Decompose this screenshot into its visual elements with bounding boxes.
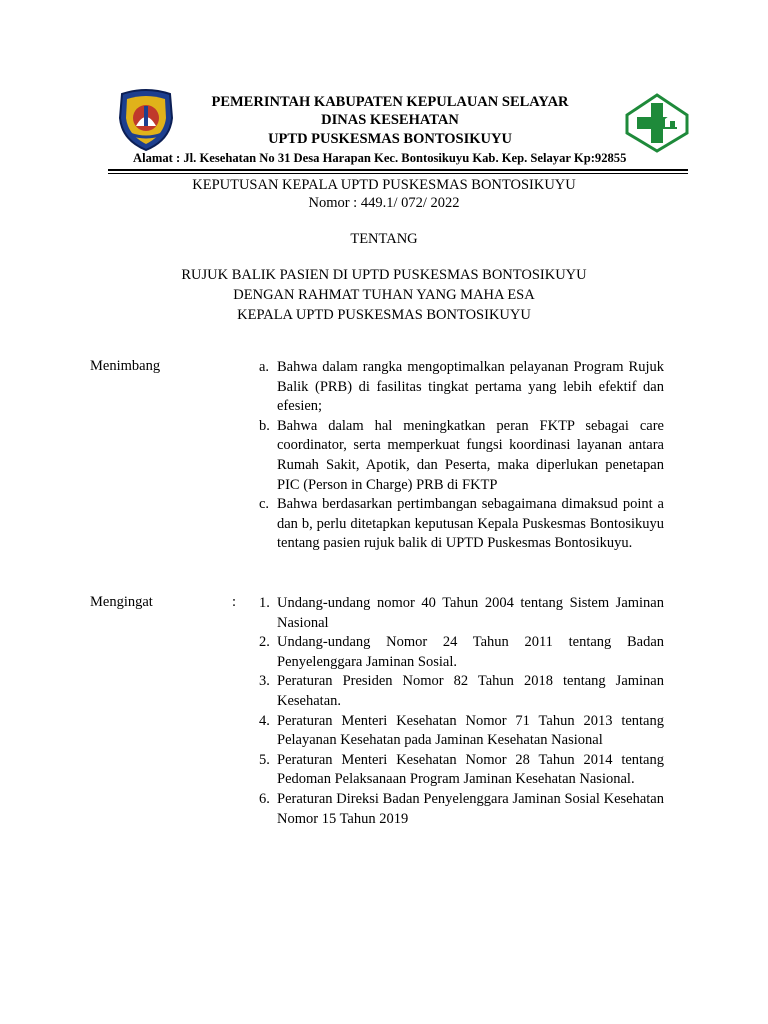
list-item bbox=[250, 417, 664, 495]
list-item bbox=[250, 790, 664, 829]
header-address: Alamat : Jl. Kesehatan No 31 Desa Harapan Kec. Bontosikuyu Kab. Kep. Selayar Kp:92855 bbox=[133, 151, 627, 165]
list-item-mark: 5. bbox=[259, 751, 270, 768]
list-item-mark: 4. bbox=[259, 712, 270, 729]
list-item-mark: 6. bbox=[259, 790, 270, 807]
list-item bbox=[250, 751, 664, 790]
decree-subject-line-3: KEPALA UPTD PUSKESMAS BONTOSIKUYU bbox=[237, 307, 531, 323]
list-item bbox=[250, 672, 664, 711]
list-item-text: Bahwa dalam hal meningkatkan peran FKTP sebagai care coordinator, serta memperkuat fungsi koordinasi layanan antara Rumah Sakit, Apotik, dan Peserta, maka diperlukan penetapan PIC (Person in Charge) PRB di FKTP bbox=[277, 417, 664, 493]
list-item-mark: a. bbox=[259, 359, 270, 375]
list-item-mark: 2. bbox=[259, 634, 270, 651]
list-item-text: Peraturan Direksi Badan Penyelenggara Jaminan Sosial Kesehatan Nomor 15 Tahun 2019 bbox=[277, 790, 664, 827]
decree-subject-line-1: RUJUK BALIK PASIEN DI UPTD PUSKESMAS BONTOSIKUYU bbox=[181, 267, 587, 283]
list-item-text: Bahwa berdasarkan pertimbangan sebagaimana dimaksud point a dan b, perlu ditetapkan keputusan Kepala Puskesmas Bontosikuyu tentang pasien rujuk balik di UPTD Puskesmas Bontosikuyu. bbox=[277, 496, 664, 552]
header-institution-name: UPTD PUSKESMAS BONTOSIKUYU bbox=[268, 131, 512, 147]
header-government-name: PEMERINTAH KABUPATEN KEPULAUAN SELAYAR bbox=[211, 94, 569, 110]
header-department-name: DINAS KESEHATAN bbox=[321, 112, 459, 128]
list-item-text: Peraturan Presiden Nomor 82 Tahun 2018 tentang Jaminan Kesehatan. bbox=[277, 673, 664, 709]
decree-about: TENTANG bbox=[350, 231, 418, 247]
decree-title: KEPUTUSAN KEPALA UPTD PUSKESMAS BONTOSIKUYU bbox=[192, 177, 576, 193]
mengingat-list bbox=[250, 594, 664, 829]
list-item-text: Bahwa dalam rangka mengoptimalkan pelayanan Program Rujuk Balik (PRB) di fasilitas tingkat pertama yang lebih efektif dan efesien; bbox=[277, 359, 664, 415]
list-item-mark: 1. bbox=[259, 595, 270, 611]
menimbang-list bbox=[250, 358, 664, 554]
header-divider-thin bbox=[108, 173, 688, 174]
list-item bbox=[250, 633, 664, 672]
menimbang-label: Menimbang bbox=[90, 358, 161, 374]
list-item bbox=[250, 358, 664, 417]
mengingat-colon: : bbox=[232, 594, 237, 610]
list-item-text: Peraturan Menteri Kesehatan Nomor 71 Tahun 2013 tentang Pelayanan Kesehatan pada Jaminan Kesehatan Nasional bbox=[277, 712, 664, 749]
list-item-text: Peraturan Menteri Kesehatan Nomor 28 Tahun 2014 tentang Pedoman Pelaksanaan Program Jaminan Kesehatan Nasional. bbox=[277, 751, 664, 788]
list-item bbox=[250, 594, 664, 633]
decree-number: Nomor : 449.1/ 072/ 2022 bbox=[308, 195, 460, 211]
list-item bbox=[250, 495, 664, 554]
mengingat-label: Mengingat bbox=[90, 594, 153, 610]
list-item-mark: b. bbox=[259, 417, 270, 434]
list-item-text: Undang-undang nomor 40 Tahun 2004 tentang Sistem Jaminan Nasional bbox=[277, 595, 664, 631]
list-item-text: Undang-undang Nomor 24 Tahun 2011 tentang Badan Penyelenggara Jaminan Sosial. bbox=[277, 634, 664, 670]
header-divider-thick bbox=[108, 169, 688, 171]
list-item-mark: c. bbox=[259, 496, 270, 513]
list-item-mark: 3. bbox=[259, 673, 270, 690]
decree-subject-line-2: DENGAN RAHMAT TUHAN YANG MAHA ESA bbox=[233, 287, 535, 303]
list-item bbox=[250, 712, 664, 751]
